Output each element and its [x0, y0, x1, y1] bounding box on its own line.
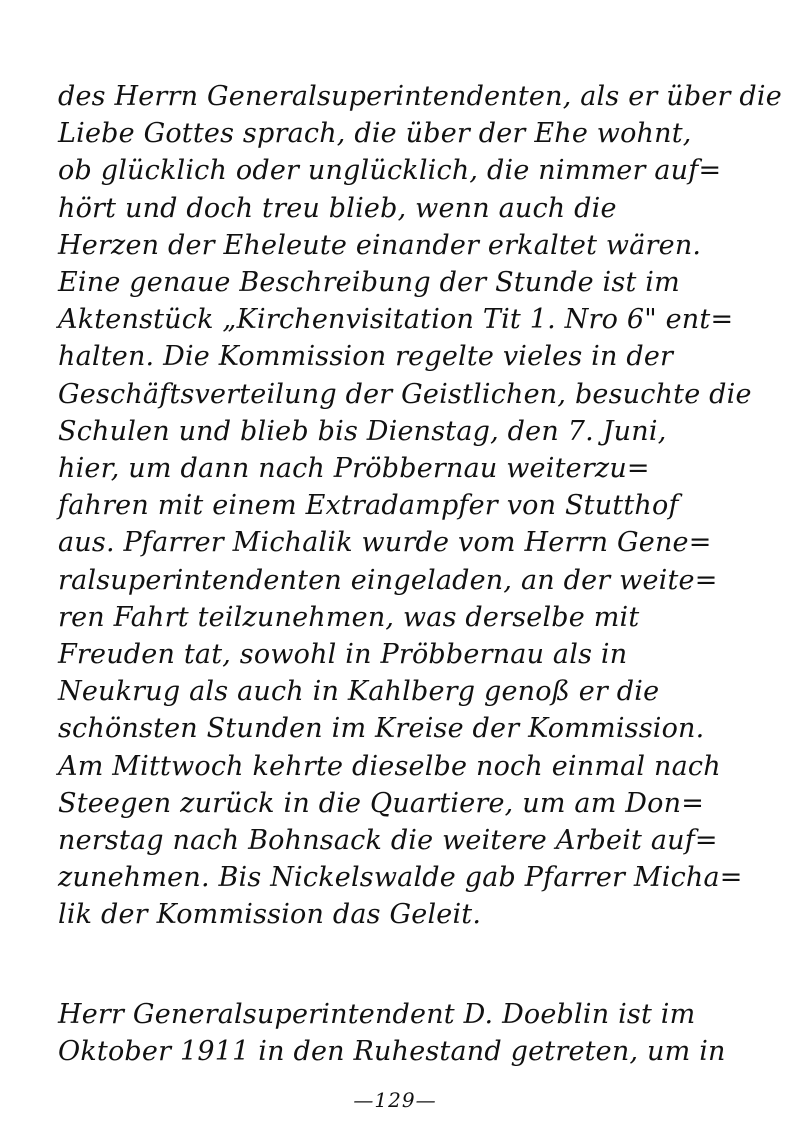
text-line: Geschäftsverteilung der Geistlichen, besuchte die [58, 378, 752, 410]
paragraph-2 [58, 996, 758, 1070]
text-line: hört und doch treu blieb, wenn auch die [58, 192, 617, 224]
text-line: hier, um dann nach Pröbbernau weiterzu= [58, 453, 650, 485]
text-line: ob glücklich oder unglücklich, die nimmer auf= [58, 155, 722, 187]
text-line: halten. Die Kommission regelte vieles in der [58, 341, 674, 373]
text-line: Oktober 1911 in den Ruhestand getreten, um in [58, 1036, 726, 1068]
text-line: Am Mittwoch kehrte dieselbe noch einmal nach [58, 750, 721, 782]
text-line: Herzen der Eheleute einander erkaltet wären. [58, 229, 702, 261]
text-line: Freuden tat, sowohl in Pröbbernau als in [58, 639, 628, 671]
text-line: fahren mit einem Extradampfer von Stutthof [58, 490, 679, 522]
text-line: zunehmen. Bis Nickelswalde gab Pfarrer Micha= [58, 862, 743, 894]
text-line: Neukrug als auch in Kahlberg genoß er die [58, 676, 660, 708]
text-line: ralsuperintendenten eingeladen, an der weite= [58, 564, 718, 596]
text-line: Herr Generalsuperintendent D. Doeblin ist im [58, 999, 696, 1030]
text-line: Schulen und blieb bis Dienstag, den 7. Juni, [58, 415, 667, 447]
text-line: lik der Kommission das Geleit. [58, 899, 482, 931]
paragraph-1 [58, 78, 782, 934]
page-number: —129— [353, 1088, 437, 1112]
text-line: des Herrn Generalsuperintendenten, als er über die [58, 81, 782, 112]
text-line: ren Fahrt teilzunehmen, was derselbe mit [58, 601, 640, 633]
text-line: Steegen zurück in die Quartiere, um am Don= [58, 787, 705, 819]
text-line: Aktenstück „Kirchenvisitation Tit 1. Nro 6" ent= [58, 304, 734, 336]
text-line: Liebe Gottes sprach, die über der Ehe wohnt, [58, 118, 692, 150]
text-line: schönsten Stunden im Kreise der Kommission. [58, 713, 705, 745]
text-line: nerstag nach Bohnsack die weitere Arbeit auf= [58, 825, 718, 857]
text-line: Eine genaue Beschreibung der Stunde ist im [58, 267, 680, 299]
text-line: aus. Pfarrer Michalik wurde vom Herrn Gene= [58, 527, 712, 559]
